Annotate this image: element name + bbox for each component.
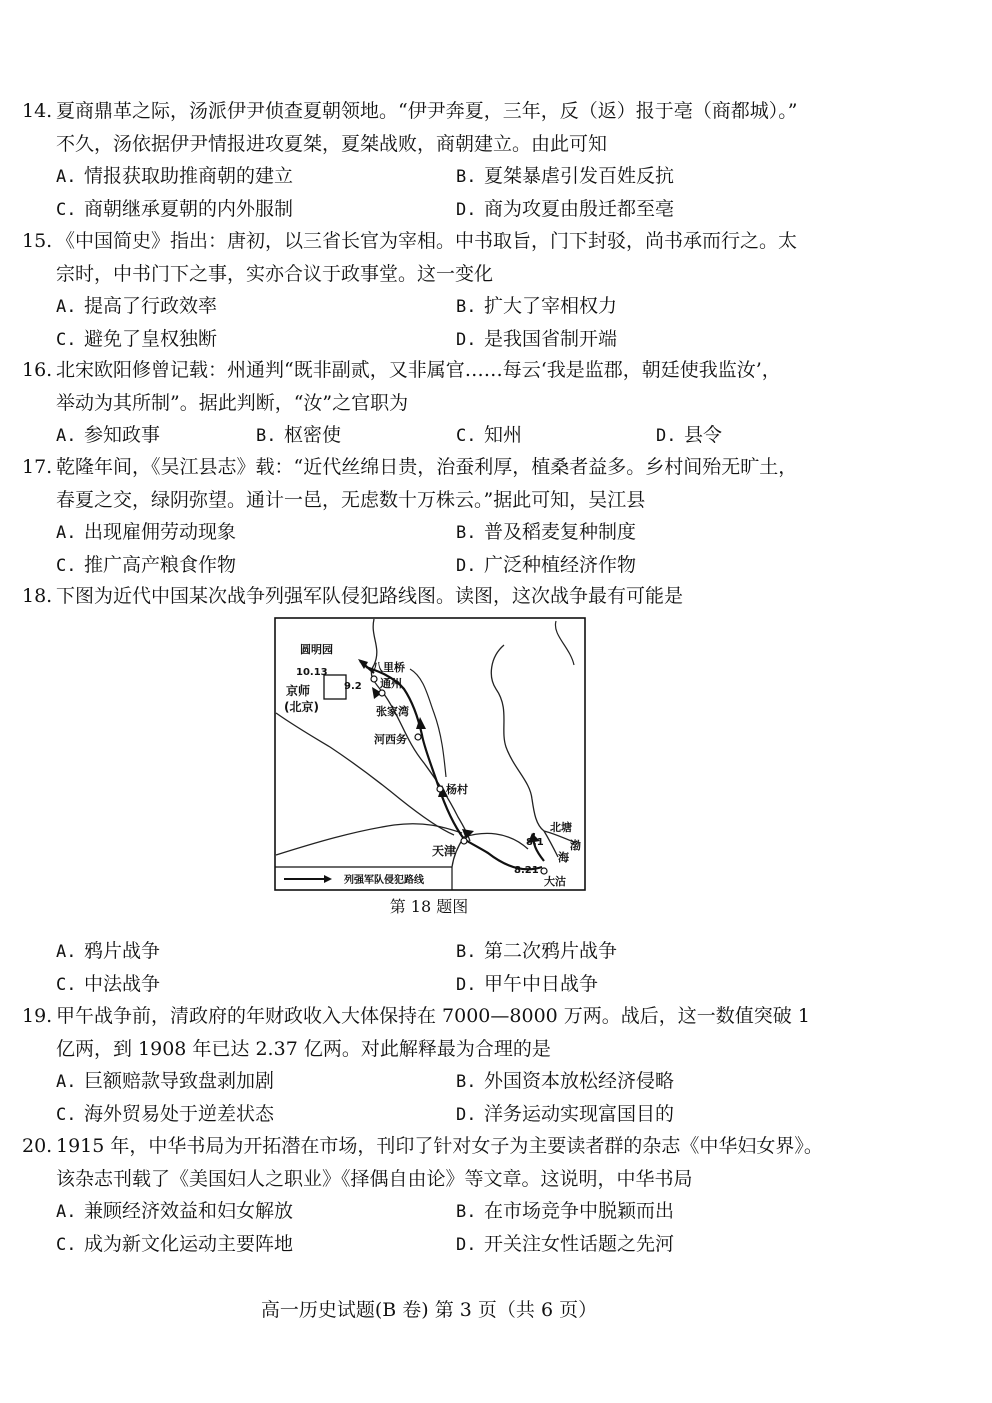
option-letter: D. [456, 1234, 477, 1255]
option-c[interactable] [56, 549, 236, 583]
label-yuanmingyuan: 圆明园 [300, 643, 333, 656]
option-d[interactable] [456, 549, 636, 583]
option-text: 中法战争 [84, 972, 161, 995]
option-text: 夏桀暴虐引发百姓反抗 [484, 165, 675, 187]
option-text: 商朝继承夏朝的内外服制 [84, 197, 294, 220]
option-text: 兼顾经济效益和妇女解放 [84, 1200, 294, 1222]
option-text: 扩大了宰相权力 [484, 295, 618, 317]
stem-line: 举动为其所制”。据此判断，“汝”之官职为 [56, 391, 409, 414]
option-letter: C. [56, 199, 77, 220]
label-tongzhou: 通州 [380, 677, 402, 690]
option-row [22, 516, 957, 549]
option-d[interactable] [456, 968, 598, 1002]
town-marker [541, 868, 547, 874]
option-row [22, 1098, 957, 1131]
question-stem [22, 1130, 957, 1195]
option-text: 出现雇佣劳动现象 [84, 521, 237, 543]
option-text: 提高了行政效率 [84, 295, 218, 317]
option-d[interactable] [456, 1228, 674, 1262]
label-date-92: 9.2 [344, 681, 362, 692]
stem-line: 亿两，到 1908 年已达 2.37 亿两。对此解释最为合理的是 [56, 1037, 551, 1060]
option-letter: B. [456, 1202, 477, 1222]
option-row [22, 1228, 957, 1261]
question-stem [22, 451, 957, 516]
option-row [22, 193, 957, 226]
option-letter: B. [456, 523, 477, 543]
question-stem [22, 225, 957, 290]
option-c[interactable] [56, 968, 160, 1002]
stem-line: 1915 年，中华书局为开拓潜在市场，刊印了针对女子为主要读者群的杂志《中华妇女界》。 [56, 1135, 823, 1157]
option-c[interactable] [56, 193, 293, 227]
stem-line: 夏商鼎革之际，汤派伊尹侦查夏朝领地。“伊尹奔夏，三年，反（返）报于亳（商都城）。” [56, 100, 798, 122]
option-b[interactable] [456, 1195, 674, 1229]
option-text: 枢密使 [284, 424, 342, 446]
question-stem [22, 580, 957, 613]
question-stem [22, 1000, 957, 1065]
label-hexiwu: 河西务 [374, 733, 407, 746]
option-text: 巨额赔款导致盘剥加剧 [84, 1070, 275, 1092]
label-beitang: 北塘 [550, 821, 572, 834]
option-a[interactable] [56, 1065, 274, 1099]
option-letter: D. [456, 329, 477, 350]
option-letter: D. [456, 1104, 477, 1125]
option-c[interactable] [456, 419, 522, 453]
option-a[interactable] [56, 1195, 293, 1229]
stem-line: 该杂志刊载了《美国妇人之职业》《择偶自由论》等文章。这说明，中华书局 [56, 1167, 693, 1190]
question-20 [22, 1130, 957, 1260]
option-text: 商为攻夏由殷迁都至亳 [484, 197, 675, 220]
label-baliqiao: 八里桥 [372, 661, 405, 674]
option-b[interactable] [456, 160, 674, 194]
option-text: 推广高产粮食作物 [84, 553, 237, 576]
option-letter: B. [456, 942, 477, 962]
question-19 [22, 1000, 957, 1130]
question-15 [22, 225, 957, 355]
option-row [22, 290, 957, 323]
question-stem [22, 354, 957, 419]
map-frame [275, 618, 585, 890]
town-marker [415, 734, 421, 740]
label-bohai-1: 渤 [570, 839, 581, 852]
option-d[interactable] [656, 419, 722, 453]
option-row [22, 935, 957, 968]
label-dagu: 大沽 [544, 875, 566, 888]
option-text: 普及稻麦复种制度 [484, 521, 637, 543]
option-text: 避免了皇权独断 [84, 327, 218, 350]
option-b[interactable] [456, 516, 636, 550]
option-c[interactable] [56, 1228, 293, 1262]
stem-line: 《中国简史》指出：唐初，以三省长官为宰相。中书取旨，门下封驳，尚书承而行之。太 [56, 230, 798, 252]
label-bohai-2: 海 [558, 851, 569, 864]
option-c[interactable] [56, 323, 217, 357]
option-letter: A. [56, 1202, 77, 1222]
option-b[interactable] [456, 290, 617, 324]
option-letter: C. [56, 329, 77, 350]
question-number: 19. [22, 1005, 53, 1027]
option-a[interactable] [56, 419, 160, 453]
option-letter: B. [456, 1072, 477, 1092]
option-row [22, 549, 957, 582]
map-canvas [274, 617, 586, 891]
option-text: 成为新文化运动主要阵地 [84, 1232, 294, 1255]
question-18-options [22, 935, 957, 1000]
option-b[interactable] [256, 419, 341, 453]
stem-line: 乾隆年间，《吴江县志》载：“近代丝绵日贵，治蚕利厚，植桑者益多。乡村间殆无旷土， [56, 456, 798, 478]
option-letter: A. [56, 942, 77, 962]
option-letter: D. [456, 974, 477, 995]
option-row [22, 160, 957, 193]
option-d[interactable] [456, 323, 617, 357]
stem-line: 北宋欧阳修曾记载：州通判“既非副贰，又非属官……每云‘我是监郡，朝廷使我监汝’， [56, 359, 781, 381]
question-17 [22, 451, 957, 581]
option-row [22, 1065, 957, 1098]
question-number: 20. [22, 1135, 53, 1157]
option-row [22, 419, 957, 452]
option-d[interactable] [456, 1098, 674, 1132]
page-footer: 高一历史试题(B 卷) 第 3 页（共 6 页） [260, 1299, 598, 1321]
label-jingshi: 京师 [286, 684, 311, 698]
option-letter: A. [56, 426, 77, 446]
question-14 [22, 95, 957, 225]
option-a[interactable] [56, 516, 236, 550]
label-yangcun: 杨村 [446, 783, 468, 796]
stem-line: 不久，汤依据伊尹情报进攻夏桀，夏桀战败，商朝建立。由此可知 [56, 132, 608, 155]
option-a[interactable] [56, 160, 293, 194]
option-letter: D. [456, 199, 477, 220]
stem-line: 甲午战争前，清政府的年财政收入大体保持在 7000—8000 万两。战后，这一数值突破 1 [56, 1005, 810, 1027]
option-text: 参知政事 [84, 424, 161, 446]
legend-label: 列强军队侵犯路线 [344, 875, 424, 886]
label-date-821: 8.21 [514, 865, 539, 876]
option-text: 鸦片战争 [84, 940, 161, 962]
option-letter: D. [656, 426, 677, 446]
label-date-81: 8.1 [526, 837, 544, 848]
option-text: 情报获取助推商朝的建立 [84, 165, 294, 187]
option-b[interactable] [456, 935, 617, 969]
option-letter: C. [56, 555, 77, 576]
option-text: 第二次鸦片战争 [484, 940, 618, 962]
question-stem [22, 95, 957, 160]
question-number: 16. [22, 359, 53, 381]
option-text: 是我国省制开端 [484, 327, 618, 350]
question-number: 17. [22, 456, 53, 478]
option-text: 外国资本放松经济侵略 [484, 1070, 675, 1092]
figure-caption: 第 18 题图 [389, 897, 469, 916]
option-letter: B. [456, 297, 477, 317]
stem-line: 宗时，中书门下之事，实亦合议于政事堂。这一变化 [56, 262, 494, 285]
town-marker [461, 838, 467, 844]
option-c[interactable] [56, 1098, 274, 1132]
town-marker [371, 676, 377, 682]
label-tianjin: 天津 [432, 844, 457, 858]
label-date-1013: 10.13 [296, 667, 328, 678]
question-18 [22, 580, 957, 613]
option-letter: C. [56, 974, 77, 995]
question-number: 18. [22, 585, 53, 607]
option-letter: D. [456, 555, 477, 576]
label-zhangjiawan: 张家湾 [376, 705, 409, 718]
question-16 [22, 354, 957, 452]
option-letter: C. [56, 1234, 77, 1255]
option-letter: B. [456, 167, 477, 187]
label-beijing: (北京) [284, 700, 319, 714]
option-text: 海外贸易处于逆差状态 [84, 1102, 275, 1125]
stem-line: 春夏之交，绿阴弥望。通计一邑，无虑数十万株云。”据此可知，吴江县 [56, 488, 646, 511]
invasion-route-map [274, 617, 586, 891]
option-text: 洋务运动实现富国目的 [484, 1102, 675, 1125]
option-d[interactable] [456, 193, 674, 227]
town-marker [437, 786, 443, 792]
option-letter: C. [56, 1104, 77, 1125]
option-letter: B. [256, 426, 277, 446]
option-letter: A. [56, 1072, 77, 1092]
option-text: 甲午中日战争 [484, 972, 599, 995]
option-row [22, 1195, 957, 1228]
option-row [22, 968, 957, 1001]
stem-line: 下图为近代中国某次战争列强军队侵犯路线图。读图，这次战争最有可能是 [56, 585, 684, 607]
question-number: 15. [22, 230, 53, 252]
option-letter: C. [456, 426, 477, 446]
town-marker [379, 690, 385, 696]
option-text: 知州 [484, 424, 523, 446]
option-row [22, 323, 957, 356]
option-text: 县令 [684, 424, 723, 446]
option-a[interactable] [56, 935, 160, 969]
option-text: 广泛种植经济作物 [484, 553, 637, 576]
option-text: 开关注女性话题之先河 [484, 1232, 675, 1255]
question-number: 14. [22, 100, 53, 122]
option-b[interactable] [456, 1065, 674, 1099]
option-text: 在市场竞争中脱颖而出 [484, 1200, 675, 1222]
option-letter: A. [56, 523, 77, 543]
option-letter: A. [56, 297, 77, 317]
option-letter: A. [56, 167, 77, 187]
option-a[interactable] [56, 290, 217, 324]
